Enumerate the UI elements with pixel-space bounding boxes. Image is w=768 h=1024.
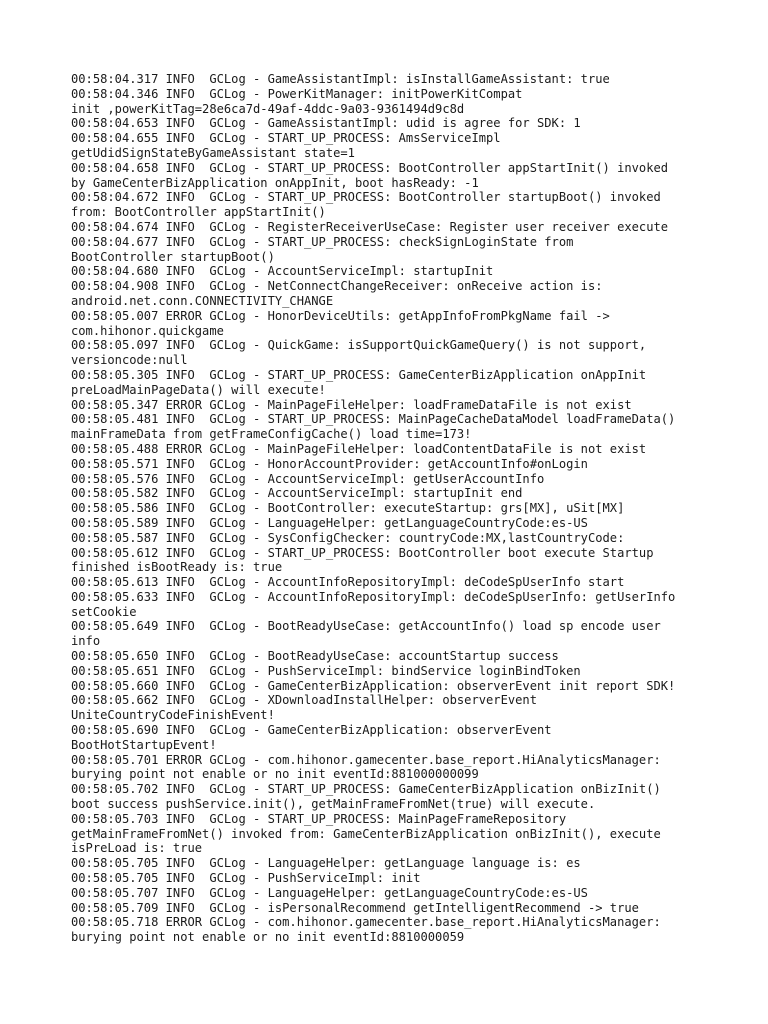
log-line: preLoadMainPageData() will execute! <box>71 382 326 397</box>
log-line: 00:58:05.702 INFO GCLog - START_UP_PROCESS: GameCenterBizApplication onBizInit() <box>71 782 661 797</box>
log-line: burying point not enable or no init eventId:881000000099 <box>71 767 479 782</box>
log-line: 00:58:05.709 INFO GCLog - isPersonalRecommend getIntelligentRecommend -> true <box>71 900 639 915</box>
log-text-block <box>71 72 711 945</box>
log-line: 00:58:05.705 INFO GCLog - LanguageHelper: getLanguage language is: es <box>71 856 581 871</box>
log-line: 00:58:05.650 INFO GCLog - BootReadyUseCase: accountStartup success <box>71 649 559 664</box>
log-line: 00:58:05.097 INFO GCLog - QuickGame: isSupportQuickGameQuery() is not support, <box>71 338 647 353</box>
log-line: 00:58:05.690 INFO GCLog - GameCenterBizApplication: observerEvent <box>71 723 552 738</box>
log-line: 00:58:05.707 INFO GCLog - LanguageHelper: getLanguageCountryCode:es-US <box>71 885 588 900</box>
log-line: UniteCountryCodeFinishEvent! <box>71 708 275 723</box>
log-line: BootHotStartupEvent! <box>71 737 217 752</box>
log-line: 00:58:05.613 INFO GCLog - AccountInfoRepositoryImpl: deCodeSpUserInfo start <box>71 575 625 590</box>
log-line: 00:58:05.612 INFO GCLog - START_UP_PROCESS: BootController boot execute Startup <box>71 545 654 560</box>
log-line: 00:58:05.589 INFO GCLog - LanguageHelper: getLanguageCountryCode:es-US <box>71 515 588 530</box>
log-line: 00:58:05.347 ERROR GCLog - MainPageFileHelper: loadFrameDataFile is not exist <box>71 397 632 412</box>
log-line: 00:58:05.007 ERROR GCLog - HonorDeviceUtils: getAppInfoFromPkgName fail -> <box>71 308 610 323</box>
log-line: 00:58:04.653 INFO GCLog - GameAssistantImpl: udid is agree for SDK: 1 <box>71 116 581 131</box>
log-line: 00:58:04.680 INFO GCLog - AccountServiceImpl: startupInit <box>71 264 494 279</box>
log-line: BootController startupBoot() <box>71 249 275 264</box>
log-line: from: BootController appStartInit() <box>71 205 326 220</box>
log-line: info <box>71 634 101 649</box>
log-line: 00:58:04.672 INFO GCLog - START_UP_PROCESS: BootController startupBoot() invoked <box>71 190 661 205</box>
log-line: 00:58:05.662 INFO GCLog - XDownloadInstallHelper: observerEvent <box>71 693 537 708</box>
log-line: 00:58:05.481 INFO GCLog - START_UP_PROCESS: MainPageCacheDataModel loadFrameData() <box>71 412 676 427</box>
log-line: by GameCenterBizApplication onAppInit, boot hasReady: -1 <box>71 175 479 190</box>
log-line: getMainFrameFromNet() invoked from: GameCenterBizApplication onBizInit(), execute <box>71 826 661 841</box>
log-line: 00:58:04.346 INFO GCLog - PowerKitManager: initPowerKitCompat <box>71 86 523 101</box>
log-line: 00:58:04.317 INFO GCLog - GameAssistantImpl: isInstallGameAssistant: true <box>71 72 610 86</box>
log-line: android.net.conn.CONNECTIVITY_CHANGE <box>71 293 334 308</box>
log-line: 00:58:05.587 INFO GCLog - SysConfigChecker: countryCode:MX,lastCountryCode: <box>71 530 625 545</box>
log-line: 00:58:05.660 INFO GCLog - GameCenterBizApplication: observerEvent init report SDK! <box>71 678 676 693</box>
log-line: 00:58:05.703 INFO GCLog - START_UP_PROCESS: MainPageFrameRepository <box>71 811 567 826</box>
log-line: finished isBootReady is: true <box>71 560 283 575</box>
log-line: 00:58:05.718 ERROR GCLog - com.hihonor.gamecenter.base_report.HiAnalyticsManager: <box>71 915 661 930</box>
log-line: 00:58:05.582 INFO GCLog - AccountServiceImpl: startupInit end <box>71 486 523 501</box>
log-line: 00:58:05.705 INFO GCLog - PushServiceImpl: init <box>71 871 421 886</box>
log-line: 00:58:04.674 INFO GCLog - RegisterReceiverUseCase: Register user receiver execute <box>71 219 669 234</box>
log-line: init ,powerKitTag=28e6ca7d-49af-4ddc-9a03-9361494d9c8d <box>71 101 465 116</box>
log-line: 00:58:05.633 INFO GCLog - AccountInfoRepositoryImpl: deCodeSpUserInfo: getUserInfo <box>71 589 676 604</box>
log-line: 00:58:05.649 INFO GCLog - BootReadyUseCase: getAccountInfo() load sp encode user <box>71 619 661 634</box>
log-line: 00:58:05.488 ERROR GCLog - MainPageFileHelper: loadContentDataFile is not exist <box>71 441 647 456</box>
log-line: 00:58:05.586 INFO GCLog - BootController: executeStartup: grs[MX], uSit[MX] <box>71 501 625 516</box>
log-line: 00:58:04.677 INFO GCLog - START_UP_PROCESS: checkSignLoginState from <box>71 234 574 249</box>
log-line: 00:58:04.655 INFO GCLog - START_UP_PROCESS: AmsServiceImpl <box>71 131 501 146</box>
log-line: 00:58:04.658 INFO GCLog - START_UP_PROCESS: BootController appStartInit() invoked <box>71 160 669 175</box>
log-line: isPreLoad is: true <box>71 841 203 856</box>
log-line: 00:58:05.571 INFO GCLog - HonorAccountProvider: getAccountInfo#onLogin <box>71 456 588 471</box>
log-line: 00:58:05.305 INFO GCLog - START_UP_PROCESS: GameCenterBizApplication onAppInit <box>71 367 647 382</box>
log-line: burying point not enable or no init eventId:8810000059 <box>71 930 465 945</box>
log-line: mainFrameData from getFrameConfigCache() load time=173! <box>71 427 472 442</box>
log-line: 00:58:05.651 INFO GCLog - PushServiceImpl: bindService loginBindToken <box>71 663 581 678</box>
log-line: getUdidSignStateByGameAssistant state=1 <box>71 145 355 160</box>
log-line: setCookie <box>71 604 137 619</box>
log-line: com.hihonor.quickgame <box>71 323 224 338</box>
log-line: versioncode:null <box>71 353 188 368</box>
log-line: 00:58:04.908 INFO GCLog - NetConnectChangeReceiver: onReceive action is: <box>71 279 603 294</box>
log-line: boot success pushService.init(), getMainFrameFromNet(true) will execute. <box>71 797 596 812</box>
log-line: 00:58:05.701 ERROR GCLog - com.hihonor.gamecenter.base_report.HiAnalyticsManager: <box>71 752 661 767</box>
log-line: 00:58:05.576 INFO GCLog - AccountServiceImpl: getUserAccountInfo <box>71 471 545 486</box>
